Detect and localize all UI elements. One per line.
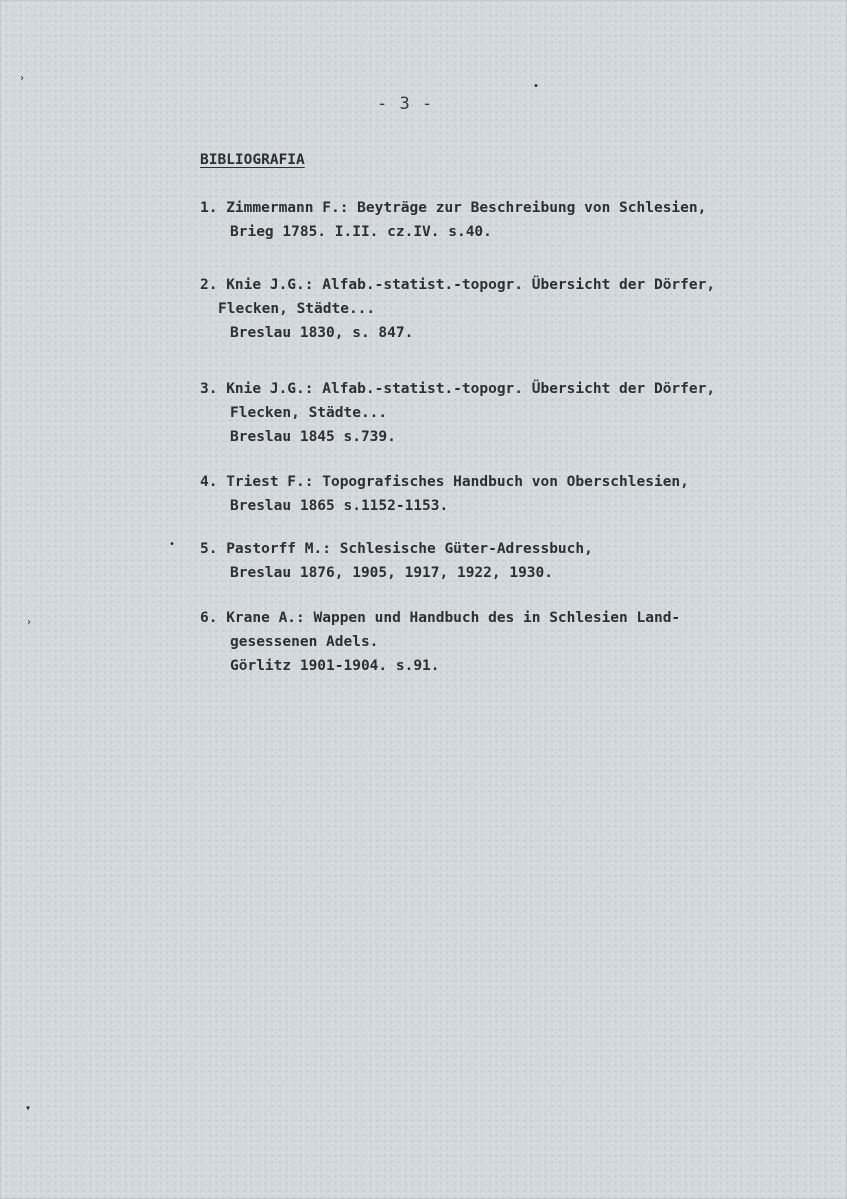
bibliography-entry-3 xyxy=(200,377,830,449)
entry-line: Brieg 1785. I.II. cz.IV. s.40. xyxy=(230,224,492,240)
margin-bullet-mark: • xyxy=(169,539,176,550)
margin-mark: › xyxy=(26,617,33,628)
bibliography-entry-5 xyxy=(200,537,830,585)
entry-number: 4. xyxy=(200,474,218,490)
margin-mark: ▾ xyxy=(25,1103,32,1114)
entry-number: 5. xyxy=(200,541,218,557)
entry-line: Breslau 1865 s.1152-1153. xyxy=(230,498,449,514)
entry-line: Breslau 1845 s.739. xyxy=(230,429,396,445)
entry-line: Zimmermann F.: Beyträge zur Beschreibung von Schlesien, xyxy=(226,200,707,216)
entry-line: Krane A.: Wappen und Handbuch des in Schlesien Land- xyxy=(226,610,681,626)
bibliography-entry-4 xyxy=(200,470,830,518)
entry-line: Breslau 1830, s. 847. xyxy=(230,325,414,341)
entry-line: Flecken, Städte... xyxy=(230,405,388,421)
entry-line: gesessenen Adels. xyxy=(230,634,379,650)
page-number: - 3 - xyxy=(377,94,434,114)
entry-number: 1. xyxy=(200,200,218,216)
margin-mark: › xyxy=(19,73,26,84)
bibliography-heading: BIBLIOGRAFIA xyxy=(200,152,305,168)
ink-speck: • xyxy=(533,81,540,92)
entry-number: 6. xyxy=(200,610,218,626)
entry-line: Knie J.G.: Alfab.-statist.-topogr. Übersicht der Dörfer, xyxy=(226,277,716,293)
entry-line: Görlitz 1901-1904. s.91. xyxy=(230,658,440,674)
entry-number: 2. xyxy=(200,277,218,293)
entry-line: Breslau 1876, 1905, 1917, 1922, 1930. xyxy=(230,565,554,581)
bibliography-entry-6 xyxy=(200,606,830,678)
bibliography-entry-1 xyxy=(200,196,830,244)
entry-line: Knie J.G.: Alfab.-statist.-topogr. Übersicht der Dörfer, xyxy=(226,381,716,397)
entry-line: Triest F.: Topografisches Handbuch von Oberschlesien, xyxy=(226,474,689,490)
entry-number: 3. xyxy=(200,381,218,397)
entry-line: Pastorff M.: Schlesische Güter-Adressbuch, xyxy=(226,541,593,557)
entry-line: Flecken, Städte... xyxy=(218,301,376,317)
bibliography-entry-2 xyxy=(200,273,830,345)
